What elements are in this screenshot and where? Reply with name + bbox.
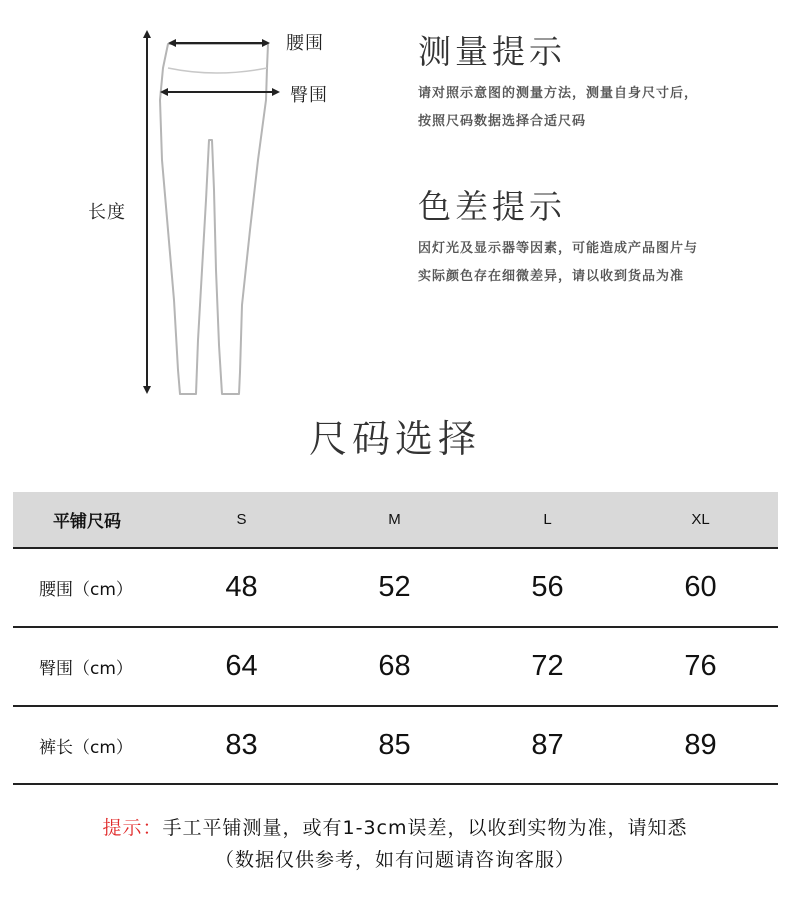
table-row-waist — [13, 549, 778, 628]
table-header-row — [13, 492, 778, 549]
table-cell: 87 — [531, 728, 564, 761]
leggings-shape — [160, 44, 268, 394]
measure-tip-line-2: 按照尺码数据选择合适尺码 — [418, 114, 587, 129]
table-cell: 76 — [684, 650, 717, 682]
measure-tip-line-1: 请对照示意图的测量方法，测量自身尺寸后， — [418, 86, 699, 101]
size-section-title: 尺码选择 — [308, 417, 481, 461]
measure-tip-body — [418, 80, 768, 136]
color-tip-title: 色差提示 — [418, 187, 566, 226]
table-row-length — [13, 707, 778, 785]
note-line-1 — [0, 812, 790, 844]
table-cell: 60 — [684, 571, 717, 603]
note-text: 手工平铺测量，或有1-3cm误差，以收到实物为准，请知悉 — [162, 817, 688, 839]
measurement-note — [0, 812, 790, 876]
table-cell: 68 — [378, 650, 411, 682]
leggings-illustration — [0, 0, 380, 400]
color-tip — [418, 185, 768, 291]
table-cell: 48 — [225, 571, 258, 603]
color-tip-body — [418, 235, 768, 291]
table-cell: 85 — [378, 728, 411, 761]
length-label: 长度 — [88, 202, 126, 223]
header-cell-m: M — [388, 511, 401, 528]
header-cell-s: S — [236, 511, 247, 528]
row-label-waist: 腰围（cm） — [39, 580, 133, 600]
measurement-diagram — [0, 0, 380, 400]
table-cell: 89 — [684, 728, 717, 761]
note-line-2: （数据仅供参考，如有问题请咨询客服） — [214, 849, 575, 871]
table-cell: 72 — [531, 650, 564, 682]
row-label-length: 裤长（cm） — [39, 737, 133, 758]
table-cell: 83 — [225, 728, 258, 761]
header-cell-l: L — [543, 511, 552, 528]
waist-label: 腰围 — [286, 33, 324, 54]
header-cell-size: 平铺尺码 — [53, 512, 121, 532]
table-cell: 56 — [531, 571, 564, 603]
color-tip-line-1: 因灯光及显示器等因素，可能造成产品图片与 — [418, 241, 699, 256]
table-row-hip — [13, 628, 778, 707]
size-table — [13, 492, 778, 785]
table-cell: 52 — [378, 571, 411, 603]
note-prefix: 提示： — [102, 817, 163, 839]
measure-tip — [418, 30, 768, 136]
row-label-hip: 臀围（cm） — [39, 659, 133, 679]
header-cell-xl: XL — [691, 511, 710, 528]
hip-label: 臀围 — [290, 85, 328, 106]
measure-tip-title: 测量提示 — [418, 32, 566, 71]
color-tip-line-2: 实际颜色存在细微差异，请以收到货品为准 — [418, 269, 685, 284]
table-cell: 64 — [225, 650, 258, 682]
